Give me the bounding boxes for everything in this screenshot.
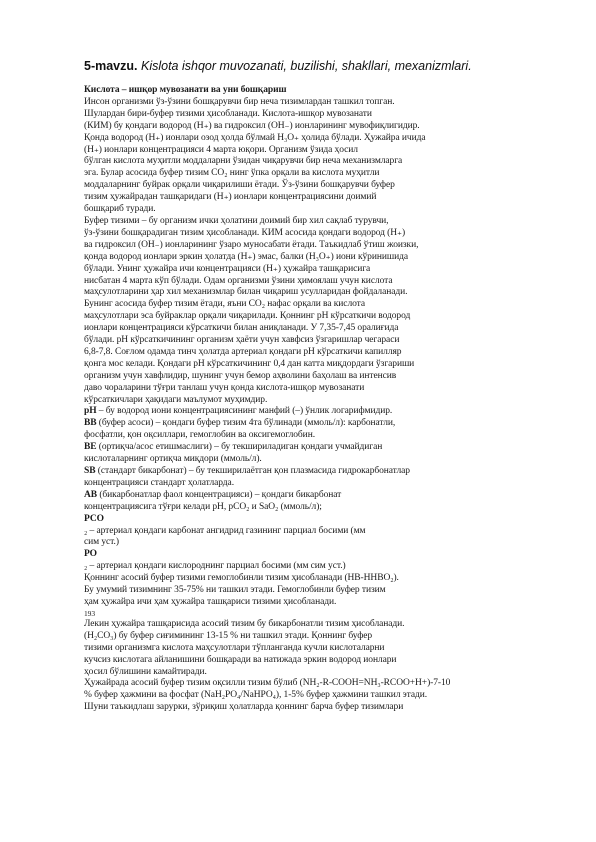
term-po: РО xyxy=(84,549,97,560)
text-line: кучсиз кислотага айланишини бошқаради ва натижада эркин водород ионлари xyxy=(84,654,397,665)
term-pco: РСО xyxy=(84,513,104,524)
text-line: Лекин ҳужайра ташқарисида асосий тизим бу бикарбонатли тизим ҳисобланади. xyxy=(84,618,405,629)
text-line: қонга мос келади. Қондаги рН кўрсаткичининг 0,4 дан катта миқдордаги ўзгариши xyxy=(84,358,415,369)
text-line: маҳсулотларини ҳар хил механизмлар билан чиқариш усулларидан фойдаланади. xyxy=(84,287,408,298)
text-line: бўлган кислота муҳитли моддаларни ўзидан чиқарувчи бир неча механизмларга xyxy=(84,156,403,167)
text-line: ҳосил бўлишини камайтиради. xyxy=(84,666,207,677)
text-line: (Н₊) ионлари концентрацияси 4 марта юқори. Организм ўзида ҳосил xyxy=(84,144,358,155)
text-line: нисбатан 4 марта кўп бўлади. Одам организми ўзини ҳимоялаш учун кислота xyxy=(84,275,393,286)
definition-text: (стандарт бикарбонат) – бу текширилаётган қон плазмасида гидрокарбонатлар xyxy=(95,466,410,476)
text-line: (Н₂СО₃) бу буфер сиғимининг 13-15 % ни ташкил этади. Қоннинг буфер xyxy=(84,630,373,641)
term-ab: АВ xyxy=(84,489,98,500)
text-line: тизим ҳужайрадан ташқаридаги (Н₊) ионлари концентрациясини доимий xyxy=(84,192,377,203)
text-line: фосфатли, қон оқсиллари, гемоглобин ва оксигемоглобин. xyxy=(84,430,315,441)
page-title xyxy=(84,58,554,74)
text-line: ҳам ҳужайра ичи ҳам ҳужайра ташқариси тизими ҳисобланади. xyxy=(84,596,337,607)
text-line: эга. Булар асосида буфер тизим СО₂ нинг ўпка орқали ва кислота муҳитли xyxy=(84,168,380,179)
text-line: моддаларнинг буйрак орқали чиқарилиши ётади. Ўз-ўзини бошқарувчи буфер xyxy=(84,180,395,191)
term-sb: SВ xyxy=(84,466,96,476)
text-line: кўрсаткичлари ҳақидаги маълумот муҳимдир. xyxy=(84,394,268,405)
text-line: 6,8-7,8. Соғлом одамда тинч ҳолатда артериал қондаги рН кўрсаткичи капилляр xyxy=(84,346,402,357)
text-line: бўлади. Унинг ҳужайра ичи концентрацияси (Н₊) ҳужайра ташқарисига xyxy=(84,263,371,274)
text-line: даво чораларини тўғри танлаш учун қонда кислота-ишқор мувозанати xyxy=(84,382,365,393)
text-line: сим уст.) xyxy=(84,537,119,548)
definition-ph xyxy=(84,406,554,418)
term-be: ВЕ xyxy=(84,442,97,453)
text-line: маҳсулотлари эса буйраклар орқали чиқарилади. Қоннинг рН кўрсаткичи водород xyxy=(84,311,411,322)
text-line: (КИМ) бу қондаги водород (Н₊) ва гидроксил (ОН₋) ионларининг мувофиқлигидир. xyxy=(84,120,420,131)
text-line: ўз-ўзини бошқарадиган тизим ҳисобланади. КИМ асосида қондаги водород (Н₊) xyxy=(84,227,406,238)
text-line: Қонда водород (Н₊) ионлари озод ҳолда бўлмай Н₃О₊ ҳолида бўлади. Ҳужайра ичида xyxy=(84,132,426,143)
text-line: Ҳужайрада асосий буфер тизим оқсилли тизим бўлиб (NН₂-R-СООН=NН₃-RСОО+Н+)-7-10 xyxy=(84,678,451,689)
term-bb: ВВ xyxy=(84,418,97,429)
definition-text: – бу водород иони концентрациясининг манфий (–) ўнлик логарифмидир. xyxy=(96,406,393,417)
section-heading: Кислота – ишқор мувозанати ва уни бошқариш xyxy=(84,85,287,95)
text-line: кислоталарнинг ортиқча миқдори (ммоль/л). xyxy=(84,454,262,465)
text-line: Қоннинг асосий буфер тизими гемоглобинли тизим ҳисобланади (НВ-ННВО₂). xyxy=(84,573,399,584)
term-ph: рН xyxy=(84,406,97,417)
topic-title: Kislota ishqor muvozanati, buzilishi, shakllari, mexanizmlari. xyxy=(140,59,472,73)
definition-text: ₂ – артериал қондаги кислороднинг парциал босими (мм сим уст.) xyxy=(84,561,346,572)
text-line: ионлари концентрацияси кўрсаткичи билан аниқланади. У 7,35-7,45 оралиғида xyxy=(84,323,399,334)
text-line: қонда водород ионлари эркин ҳолатда (Н₊) эмас, балки (Н₃О₊) иони кўринишида xyxy=(84,251,408,262)
page-number: 193 xyxy=(84,608,96,618)
text-line: Шуни таъкидлаш зарурки, зўриқиш ҳолатларда қоннинг барча буфер тизимлари xyxy=(84,702,404,713)
text-line: ва гидроксил (ОН₋) ионларининг ўзаро муносабати ётади. Таъкидлаб ўтиш жоизки, xyxy=(84,239,419,250)
text-line: организм учун хавфлидир, шунинг учун бемор аҳволини баҳолаш ва интенсив xyxy=(84,370,397,381)
text-line: Инсон организми ўз-ўзини бошқарувчи бир неча тизимлардан ташкил топган. xyxy=(84,96,395,107)
text-line: бўлади. рН кўрсаткичининг организм ҳаёти учун хавфсиз ўзгаришлар чегараси xyxy=(84,335,400,346)
definition-be xyxy=(84,442,554,454)
text-line: Буфер тизими – бу организм ички ҳолатини доимий бир хил сақлаб турувчи, xyxy=(84,215,389,226)
text-line: концентрацияси стандарт ҳолатларда. xyxy=(84,477,234,488)
text-line: бошқариб туради. xyxy=(84,204,156,215)
definition-text: (бикарбонатлар фаол концентрацияси) – қондаги бикарбонат xyxy=(97,489,342,500)
definition-sb xyxy=(84,466,554,478)
definition-bb xyxy=(84,418,554,430)
text-line: Бунинг асосида буфер тизим ётади, яъни СО₂ нафас орқали ва кислота xyxy=(84,299,365,310)
definition-text: (ортиқча/асос етишмаслиги) – бу текшириладиган қондаги учмайдиган xyxy=(96,442,383,453)
document-page xyxy=(84,58,554,714)
text-line: % буфер ҳажмини ва фосфат (NаН₂РО₄/NаНРО₄), 1-5% буфер ҳажмини ташкил этади. xyxy=(84,690,428,701)
text-line: тизими организмга кислота маҳсулотлари тўпланганда кучли кислоталарни xyxy=(84,642,385,653)
definition-text: (буфер асоси) – қондаги буфер тизим 4та бўлинади (ммоль/л): карбонатли, xyxy=(96,418,396,429)
definition-ab xyxy=(84,490,554,502)
definition-text: ₂ – артериал қондаги карбонат ангидрид газининг парциал босими (мм xyxy=(84,525,366,536)
text-line: концентрациясига тўғри келади рН, рСО₂ и SаО₂ (ммоль/л); xyxy=(84,501,322,512)
text-line: Шулардан бири-буфер тизими ҳисобланади. Кислота-ишқор мувозанати xyxy=(84,108,372,119)
topic-number: 5-mavzu. xyxy=(84,59,138,73)
text-line: Бу умумий тизимнинг 35-75% ни ташкил этади. Гемоглобинли буфер тизим xyxy=(84,585,386,596)
